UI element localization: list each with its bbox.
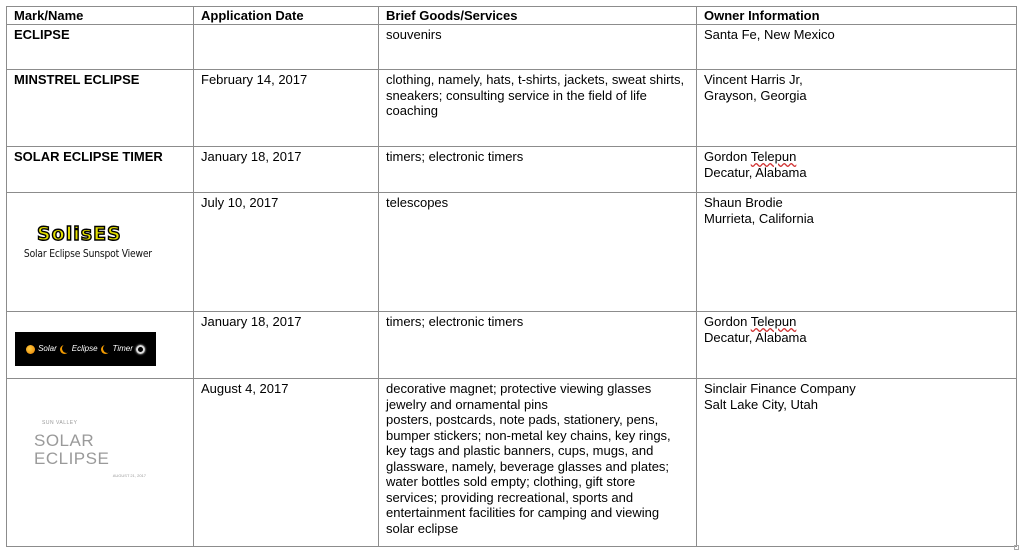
table-row [7, 193, 1017, 312]
owner-line: Santa Fe, New Mexico [704, 27, 835, 42]
goods-services: souvenirs [379, 25, 697, 70]
crescent-icon [101, 345, 110, 354]
owner-first-name: Gordon [704, 149, 748, 164]
owner-last-name: Telepun [750, 314, 797, 329]
header-row [7, 7, 1017, 25]
application-date: August 4, 2017 [194, 379, 379, 547]
sun-icon [26, 345, 35, 354]
owner-last-name: Telepun [750, 149, 797, 164]
owner-info [697, 70, 1017, 147]
goods-services: decorative magnet; protective viewing glasses jewelry and ornamental pins posters, postcards, note pads, stationery, pens, bumper stickers; non-metal key chains, key rings, key tags and plastic banners, cups, mugs, and glassware, namely, beverage glasses and plates; water bottles sold empty; clothing, gift store services; providing recreational, sports and entertainment facilities for camping and viewing solar eclipse [379, 379, 697, 547]
table-row [7, 25, 1017, 70]
application-date: January 18, 2017 [194, 147, 379, 193]
owner-name [704, 149, 1009, 165]
logo-word: Solar [38, 344, 57, 354]
goods-services: clothing, namely, hats, t-shirts, jackets, sweat shirts, sneakers; consulting service in the field of life coaching [379, 70, 697, 147]
crescent-icon [60, 345, 69, 354]
owner-info [697, 147, 1017, 193]
sun-valley-solar-eclipse-logo [34, 416, 154, 483]
table-row [7, 312, 1017, 379]
application-date [194, 25, 379, 70]
goods-services: telescopes [379, 193, 697, 312]
owner-name: Sinclair Finance Company [704, 381, 856, 396]
solar-eclipse-timer-logo [15, 332, 156, 366]
logo-word: Eclipse [71, 344, 98, 354]
logo-word: Timer [112, 344, 133, 354]
owner-location: Decatur, Alabama [704, 164, 807, 180]
owner-info [697, 193, 1017, 312]
mark-name: MINSTREL ECLIPSE [7, 70, 194, 147]
mark-name: ECLIPSE [7, 25, 194, 70]
eclipse-ring-icon [136, 345, 145, 354]
owner-name: Vincent Harris Jr, [704, 72, 803, 87]
logo-top-text: SUN VALLEY [42, 420, 78, 426]
trademark-table [6, 6, 1017, 547]
resize-handle-icon [1014, 545, 1019, 550]
logo-wordmark: SolisES [37, 223, 122, 245]
solises-logo [23, 223, 163, 261]
owner-info [697, 312, 1017, 379]
table-row [7, 70, 1017, 147]
header-date: Application Date [194, 7, 379, 25]
owner-info [697, 379, 1017, 547]
table-row [7, 379, 1017, 547]
logo-sub-text: AUGUST 21, 2017 [112, 472, 146, 478]
owner-name [704, 314, 1009, 330]
application-date: February 14, 2017 [194, 70, 379, 147]
owner-location: Grayson, Georgia [704, 87, 807, 103]
mark-name: SOLAR ECLIPSE TIMER [7, 147, 194, 193]
goods-services: timers; electronic timers [379, 147, 697, 193]
mark-logo-cell [7, 379, 194, 547]
mark-logo-cell [7, 312, 194, 379]
owner-name: Shaun Brodie [704, 195, 783, 210]
mark-logo-cell [7, 193, 194, 312]
application-date: January 18, 2017 [194, 312, 379, 379]
header-owner: Owner Information [697, 7, 1017, 25]
table-row [7, 147, 1017, 193]
owner-location: Decatur, Alabama [704, 329, 807, 345]
owner-first-name: Gordon [704, 314, 748, 329]
owner-info [697, 25, 1017, 70]
goods-services: timers; electronic timers [379, 312, 697, 379]
logo-main-text: SOLAR ECLIPSE [34, 430, 110, 468]
header-goods: Brief Goods/Services [379, 7, 697, 25]
logo-tagline: Solar Eclipse Sunspot Viewer [23, 246, 152, 260]
owner-location: Salt Lake City, Utah [704, 396, 818, 412]
application-date: July 10, 2017 [194, 193, 379, 312]
owner-location: Murrieta, California [704, 210, 814, 226]
header-mark: Mark/Name [7, 7, 194, 25]
